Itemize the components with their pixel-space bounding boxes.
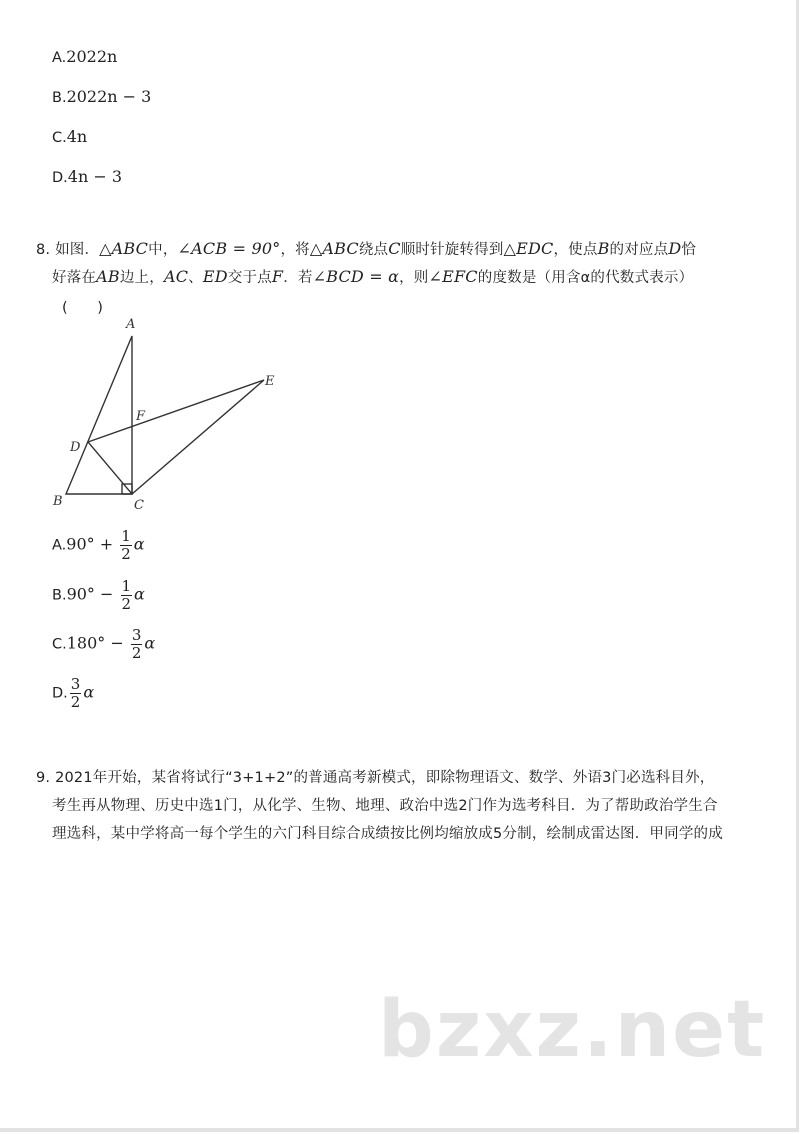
option-variable: α [83,682,95,702]
stem-text: 2021年开始，某省将试行“3+1+2”的普通高考新模式，即除物理语文、数学、外语3门必选科目外， [55,770,715,786]
stem-math: B [597,239,610,258]
option-letter: B. [52,587,67,604]
option-expr: 4n [66,127,88,146]
stem-text: 的度数是（用含α的代数式表示） [477,270,694,286]
q8-stem-line-2 [52,266,693,287]
label-f: F [136,409,146,424]
stem-text: 顺时针旋转得到 [400,242,504,258]
stem-text: 的对应点 [609,242,669,258]
stem-text: 中， [148,242,178,258]
q8-option-b [52,578,145,613]
triangle-abc [66,336,132,494]
stem-math: ∠BCD = α [312,267,400,286]
option-expr: 4n − 3 [67,167,123,186]
option-letter: C. [52,636,67,653]
q9-stem-line-3: 理选科，某中学将高一每个学生的六门科目综合成绩按比例均缩放成5分制，绘制成雷达图．甲同学的成 [52,826,723,842]
stem-text: 绕点 [358,242,389,258]
label-c: C [134,498,144,513]
stem-text: ，将 [280,242,310,258]
stem-text: ．若 [283,270,313,286]
q7-option-c [52,127,87,146]
option-letter: C. [52,130,67,146]
stem-math: C [388,239,401,258]
stem-text: ，则 [399,270,429,286]
fraction-numerator: 1 [121,577,132,595]
option-expr: 90° − [66,584,119,604]
label-a: A [126,317,136,332]
stem-math: △ABC [309,239,359,258]
option-letter: A. [52,537,67,554]
label-e: E [265,374,275,389]
q8-option-d [52,676,94,711]
q8-stem-line-1 [36,238,696,259]
fraction [131,627,143,662]
stem-math: AB [96,267,120,286]
q9-stem-line-1 [36,766,715,787]
question-number: 9. [36,770,51,786]
answer-blank: ( ) [62,300,104,316]
option-expr: 2022n [66,47,118,66]
option-letter: D. [52,685,68,702]
stem-math: △EDC [503,239,554,258]
q7-option-d [52,167,122,186]
fraction-denominator: 2 [121,595,132,613]
stem-text: ，使点 [553,242,598,258]
label-d: D [70,440,81,455]
fraction-denominator: 2 [121,545,131,563]
option-variable: α [133,534,145,554]
option-letter: A. [52,50,67,66]
fraction [120,528,132,563]
fraction-denominator: 2 [131,644,142,662]
stem-text: 如图． [55,242,100,258]
label-b: B [53,494,63,509]
option-expr: 90° + [66,534,119,554]
stem-text: 交于点 [227,270,272,286]
stem-math: ∠EFC [428,267,478,286]
stem-math: △ABC [99,239,149,258]
fraction-denominator: 2 [70,693,81,711]
fraction-numerator: 3 [131,626,142,644]
triangle-figure [50,312,290,517]
stem-math: F [271,267,284,286]
q7-option-b [52,87,151,106]
stem-math: D [668,239,682,258]
stem-math: ∠ACB = 90° [177,239,281,258]
option-expr: 180° − [66,633,129,653]
stem-text: 恰 [681,242,697,258]
q9-stem-line-2: 考生再从物理、历史中选1门，从化学、生物、地理、政治中选2门作为选考科目．为了帮助政治学生合 [52,798,718,814]
option-letter: B. [52,90,67,106]
question-number: 8. [36,242,51,258]
option-expr: 2022n − 3 [66,87,152,106]
stem-text: 边上， [119,270,164,286]
option-letter: D. [52,170,68,186]
watermark: bzxz.net [378,985,767,1075]
q8-option-a [52,528,145,563]
option-variable: α [144,633,156,653]
fraction [121,578,133,613]
stem-math: AC [163,267,189,286]
q7-option-a [52,47,117,66]
fraction-numerator: 1 [121,527,131,545]
stem-math: ED [202,267,228,286]
fraction-numerator: 3 [70,675,81,693]
fraction [70,676,82,711]
option-variable: α [134,584,145,604]
triangle-edc [88,380,264,494]
q8-option-c [52,627,155,662]
stem-text: 、 [188,270,203,286]
stem-text: 好落在 [52,270,97,286]
